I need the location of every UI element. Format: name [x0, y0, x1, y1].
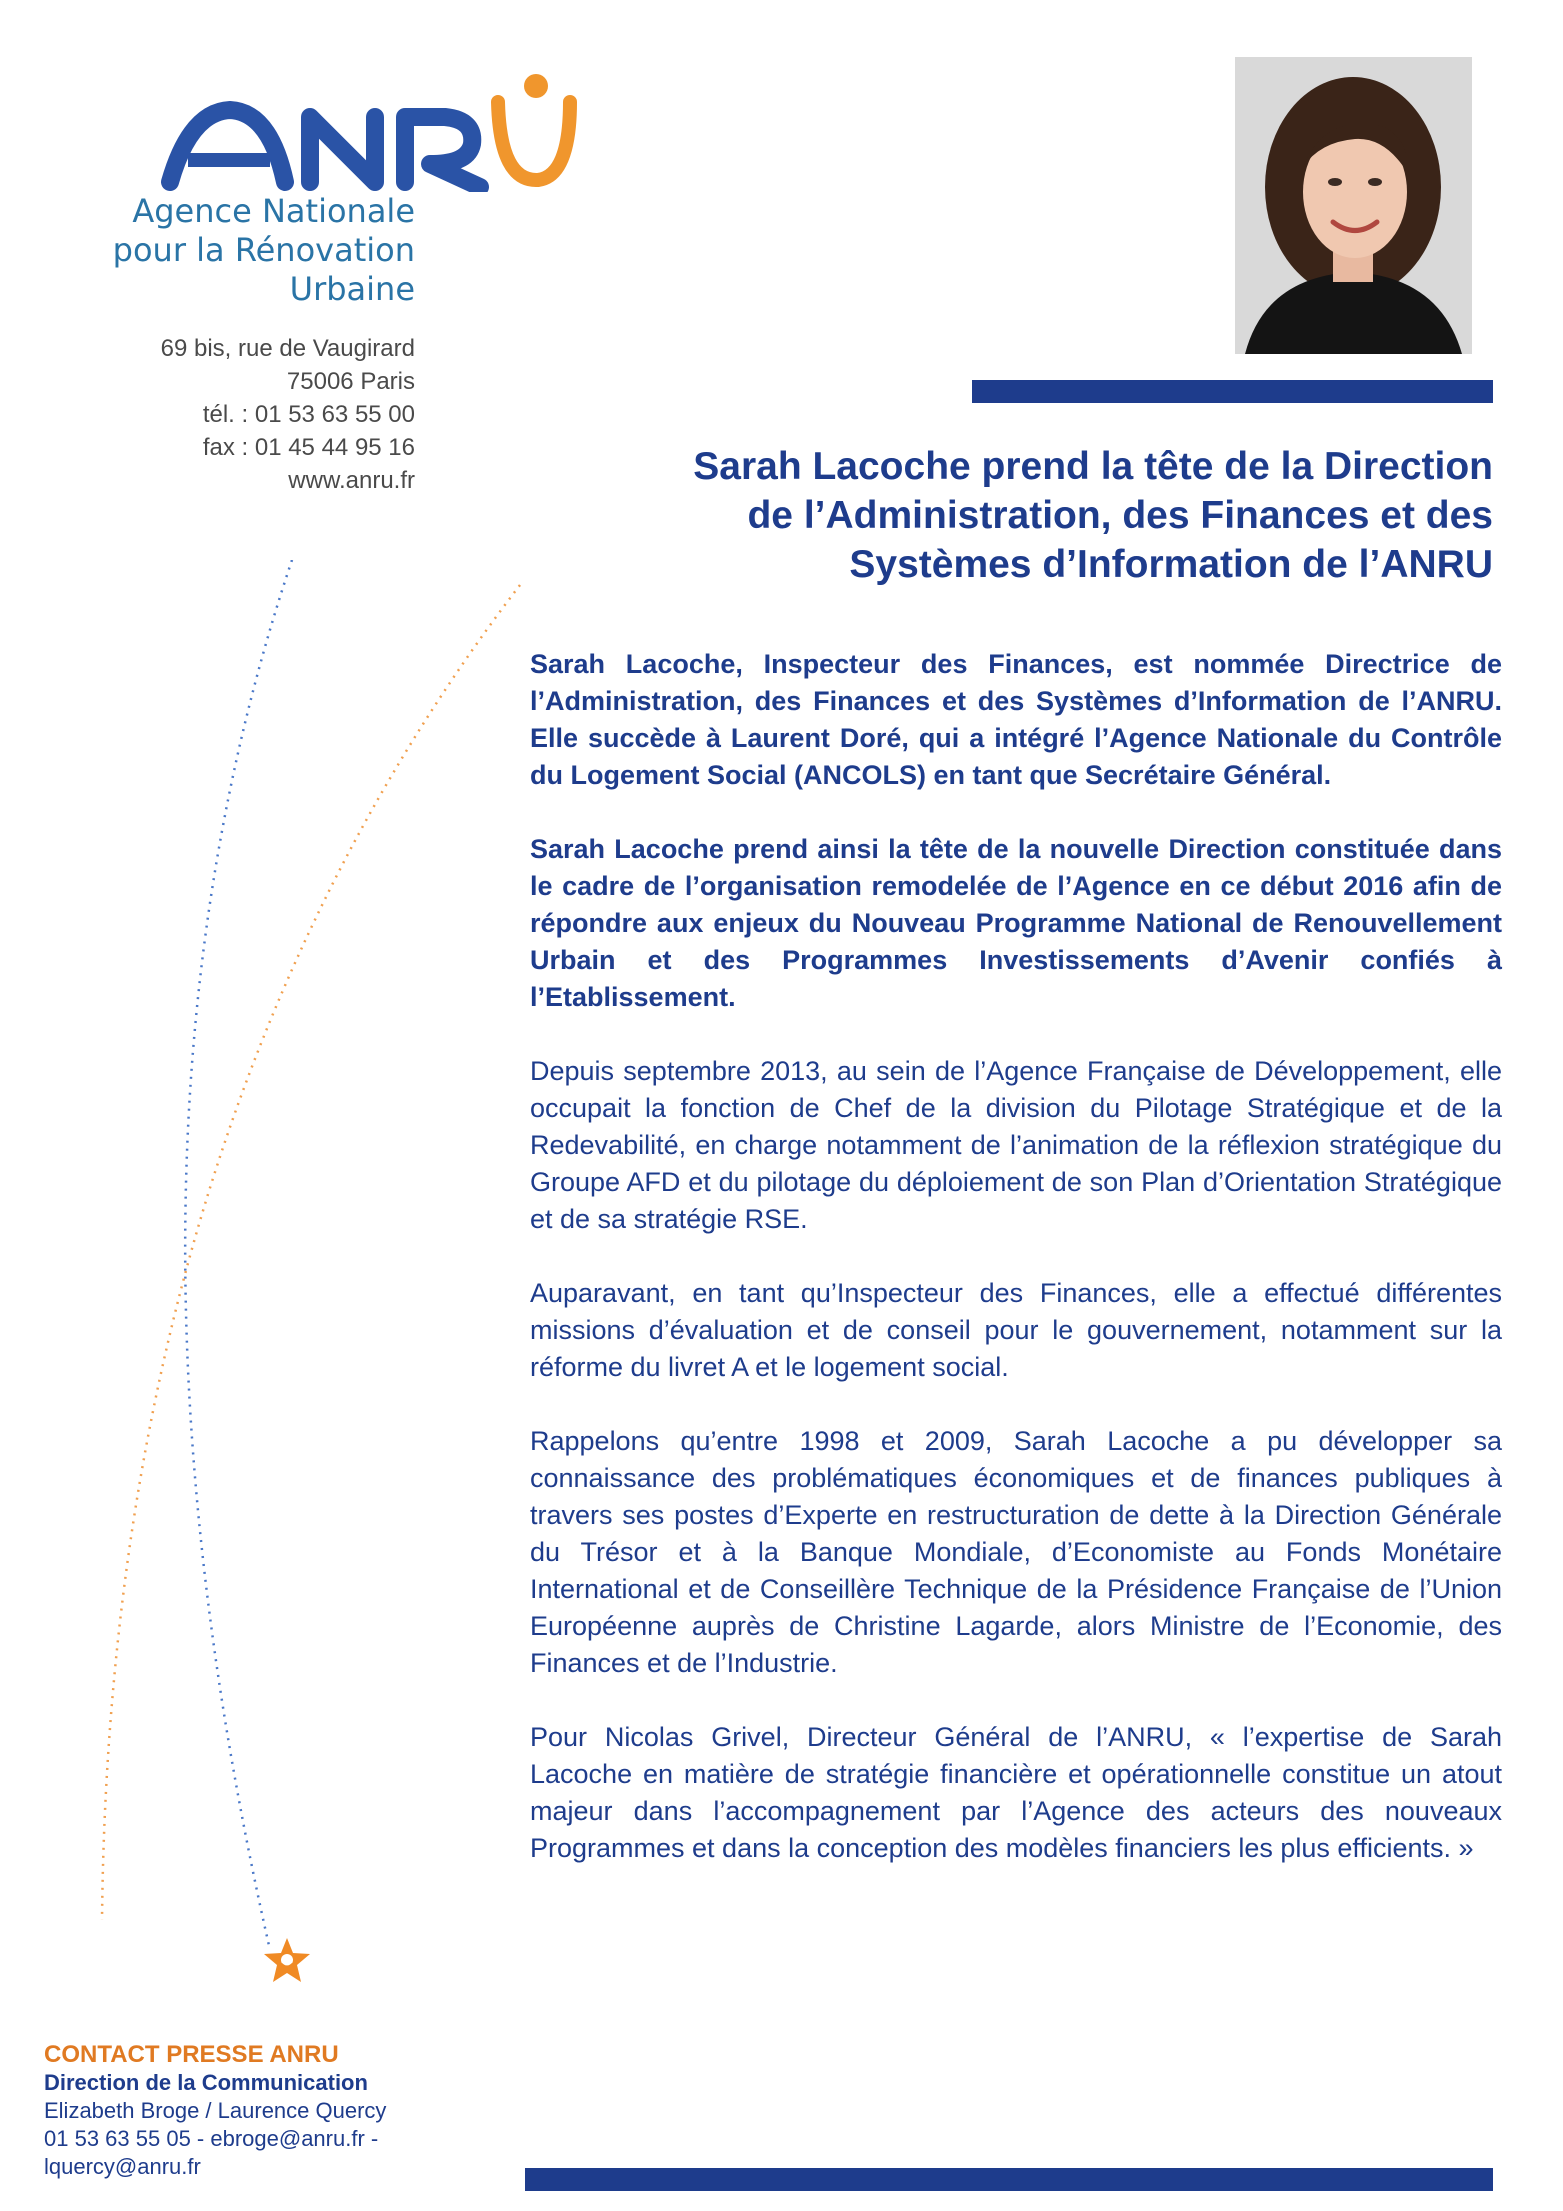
contact-line: 01 53 63 55 05 - ebroge@anru.fr -	[44, 2126, 379, 2151]
contact-names: Elizabeth Broge / Laurence Quercy	[44, 2098, 387, 2123]
org-line: Agence Nationale	[132, 192, 415, 230]
title-line: Systèmes d’Information de l’ANRU	[849, 543, 1493, 586]
title-line: de l’Administration, des Finances et des	[747, 494, 1493, 537]
address-street: 69 bis, rue de Vaugirard	[160, 335, 415, 362]
paragraph-career: Rappelons qu’entre 1998 et 2009, Sarah Lacoche a pu développer sa connaissance des problématiques économiques et de finances publiques à travers ses postes d’Experte en restructuration de dette à la Direction Générale du Trésor et à la Banque Mondiale, d’Economiste au Fonds Monétaire International et de Conseillère Technique de la Présidence Française de l’Union Européenne auprès de Christine Lagarde, alors Ministre de l’Economie, des Finances et de l’Industrie.	[530, 1426, 1502, 1678]
bottom-divider-bar	[525, 2168, 1493, 2191]
paragraph-afd: Depuis septembre 2013, au sein de l’Agence Française de Développement, elle occupait la fonction de Chef de la division du Pilotage Stratégique et de la Redevabilité, en charge notamment de l’animation de la réflexion stratégique du Groupe AFD et du pilotage du déploiement de son Plan d’Orientation Stratégique et de sa stratégie RSE.	[530, 1056, 1502, 1234]
top-divider-bar	[972, 380, 1493, 403]
star-logo-icon	[262, 1936, 312, 1986]
address-city: 75006 Paris	[286, 368, 415, 395]
paragraph-quote: Pour Nicolas Grivel, Directeur Général de l’ANRU, « l’expertise de Sarah Lacoche en matière de stratégie financière et opérationnelle constitue un atout majeur dans l’accompagnement par l’Agence des acteurs des nouveaux Programmes et dans la conception des modèles financiers les plus efficients. »	[530, 1722, 1502, 1863]
paragraph-direction: Sarah Lacoche prend ainsi la tête de la nouvelle Direction constituée dans le cadre de l’organisation remodelée de l’Agence en ce début 2016 afin de répondre aux enjeux du Nouveau Programme National de Renouvellement Urbain et des Programmes Investissements d’Avenir confiés à l’Etablissement.	[530, 834, 1502, 1012]
press-contact-block	[44, 2041, 464, 2181]
article-body	[530, 646, 1502, 1904]
address-web: www.anru.fr	[288, 467, 415, 494]
organization-name	[113, 192, 415, 309]
press-release-title	[593, 442, 1493, 589]
anru-logo	[160, 72, 580, 192]
address-tel: tél. : 01 53 63 55 00	[202, 401, 415, 428]
contact-heading: CONTACT PRESSE ANRU	[44, 2041, 339, 2068]
paragraph-inspection: Auparavant, en tant qu’Inspecteur des Finances, elle a effectué différentes missions d’évaluation et de conseil pour le gouvernement, notamment sur la réforme du livret A et le logement social.	[530, 1278, 1502, 1382]
contact-line: lquercy@anru.fr	[44, 2154, 201, 2179]
address-block	[161, 332, 415, 497]
portrait-photo	[1235, 57, 1472, 354]
contact-department: Direction de la Communication	[44, 2070, 368, 2095]
title-line: Sarah Lacoche prend la tête de la Direction	[693, 445, 1493, 488]
org-line: Urbaine	[289, 270, 415, 308]
decorative-dotted-curves	[90, 560, 530, 1990]
address-fax: fax : 01 45 44 95 16	[202, 434, 415, 461]
org-line: pour la Rénovation	[112, 231, 415, 269]
paragraph-intro: Sarah Lacoche, Inspecteur des Finances, est nommée Directrice de l’Administration, des Finances et des Systèmes d’Information de l’ANRU. Elle succède à Laurent Doré, qui a intégré l’Agence Nationale du Contrôle du Logement Social (ANCOLS) en tant que Secrétaire Général.	[530, 649, 1502, 790]
